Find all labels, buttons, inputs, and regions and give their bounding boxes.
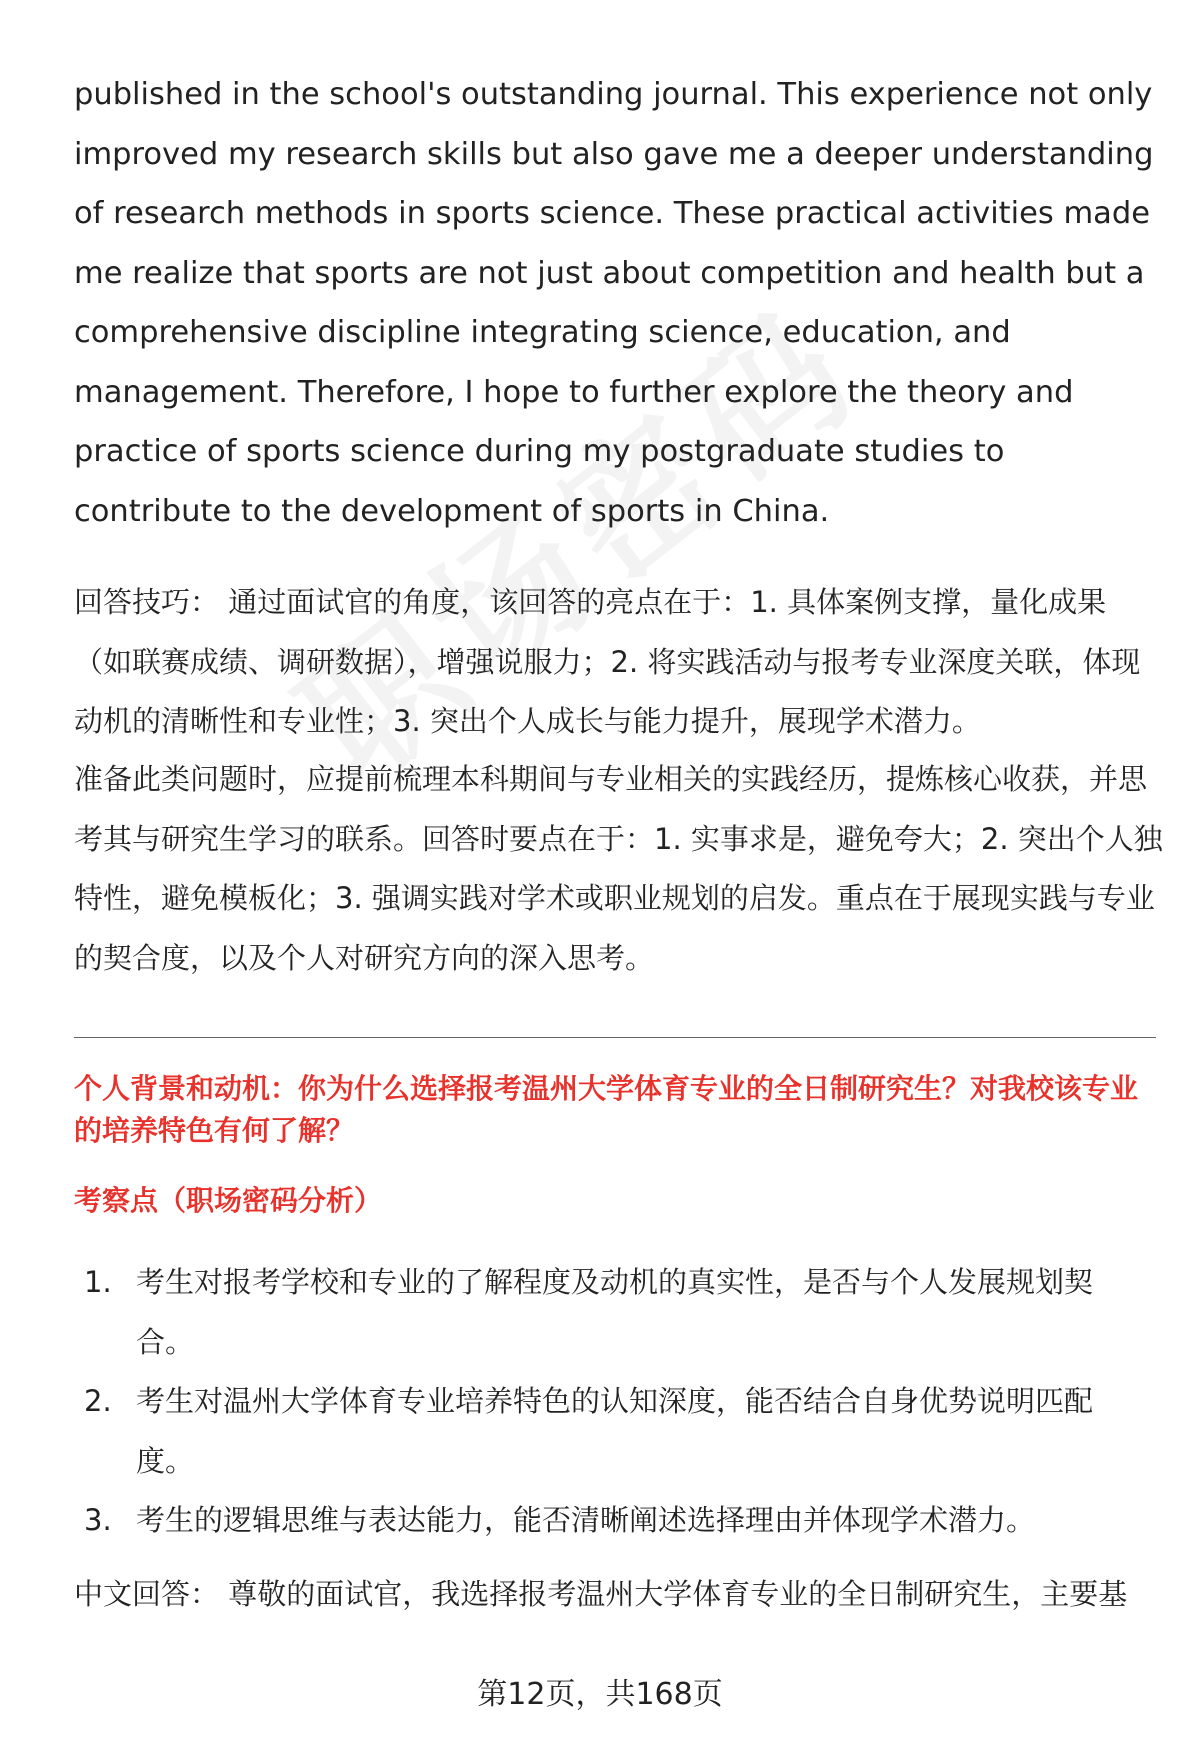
question-heading: 个人背景和动机：你为什么选择报考温州大学体育专业的全日制研究生？对我校该专业的培养特色有何了解？ — [74, 1072, 1139, 1147]
list-item-text: 考生的逻辑思维与表达能力，能否清晰阐述选择理由并体现学术潜力。 — [136, 1503, 1036, 1537]
page-number-footer: 第12页，共168页 — [477, 1677, 723, 1712]
chinese-answer-paragraph: 中文回答： 尊敬的面试官，我选择报考温州大学体育专业的全日制研究生，主要基 — [74, 1577, 1128, 1611]
list-item-number: 2. — [84, 1384, 112, 1418]
list-item-text: 考生对报考学校和专业的了解程度及动机的真实性，是否与个人发展规划契合。 — [136, 1265, 1094, 1359]
list-item-text: 考生对温州大学体育专业培养特色的认知深度，能否结合自身优势说明匹配度。 — [136, 1384, 1094, 1478]
english-answer-paragraph: published in the school's outstanding journal. This experience not only improved my research skills but also gave me a deeper understanding of research methods in sports science. These practical activities made me realize that sports are not just about competition and health but a comprehensive discipline integrating science, education, and management. Therefore, I hope to further explore the theory and practice of sports science during my postgraduate studies to contribute to the development of sports in China. — [74, 77, 1154, 529]
list-item — [74, 1491, 1134, 1551]
preparation-advice-paragraph: 准备此类问题时，应提前梳理本科期间与专业相关的实践经历，提炼核心收获，并思考其与研究生学习的联系。回答时要点在于：1. 实事求是，避免夸大；2. 突出个人独特性，避免模板化；3. 强调实践对学术或职业规划的启发。重点在于展现实践与专业的契合度，以及个人对研究方向的深入思考。 — [74, 762, 1163, 975]
section-divider — [74, 1037, 1156, 1038]
list-item-number: 1. — [84, 1265, 112, 1299]
list-item-number: 3. — [84, 1503, 112, 1537]
assessment-points-heading: 考察点（职场密码分析） — [74, 1184, 383, 1217]
assessment-points-list — [74, 1253, 1134, 1551]
answer-tips-paragraph: 回答技巧： 通过面试官的角度，该回答的亮点在于：1. 具体案例支撑，量化成果（如联赛成绩、调研数据），增强说服力；2. 将实践活动与报考专业深度关联，体现动机的清晰性和专业性；3. 突出个人成长与能力提升，展现学术潜力。 — [74, 585, 1141, 738]
list-item — [74, 1372, 1134, 1491]
list-item — [74, 1253, 1134, 1372]
